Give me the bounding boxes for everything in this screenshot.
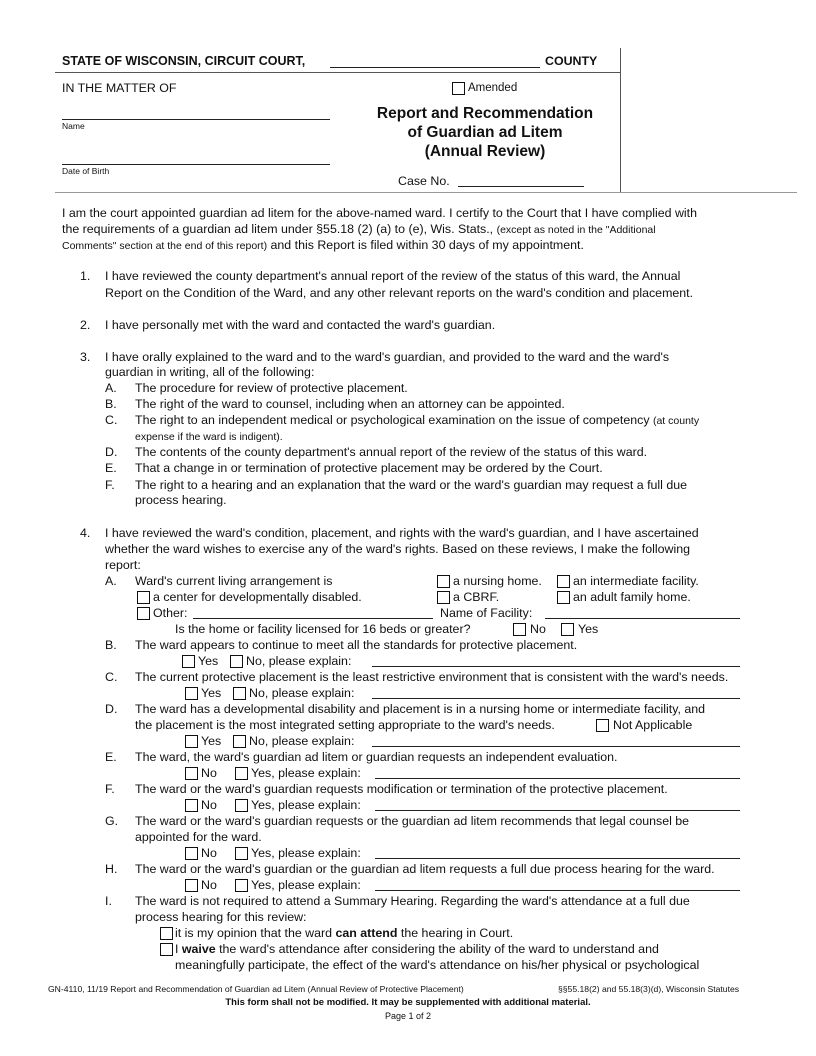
e-no-checkbox[interactable] [185, 767, 198, 780]
item-number: 3. [80, 350, 91, 364]
d-yes-checkbox[interactable] [185, 735, 198, 748]
sub-text: Ward's current living arrangement is [135, 574, 333, 588]
checkbox-label: a CBRF. [453, 590, 500, 604]
form-id: GN-4110, 11/19 Report and Recommendation of Guardian ad Litem (Annual Review of Protective Placement) [48, 984, 464, 994]
sub-text: The current protective placement is the least restrictive environment that is consistent with the ward's needs. [135, 670, 729, 684]
county-field[interactable] [330, 67, 540, 68]
adult-family-home-checkbox[interactable] [557, 591, 570, 604]
dob-label: Date of Birth [62, 166, 110, 176]
intro-text: the requirements of a guardian ad litem under §55.18 (2) (a) to (e), Wis. Stats., [62, 222, 497, 236]
checkbox-label: Yes [201, 686, 222, 700]
licensed-yes-checkbox[interactable] [561, 623, 574, 636]
checkbox-label: No [201, 878, 217, 892]
d-no-checkbox[interactable] [233, 735, 246, 748]
sub-text: process hearing. [135, 493, 227, 507]
sub-text [135, 412, 699, 429]
e-explain-field[interactable] [375, 778, 740, 779]
g-explain-field[interactable] [375, 858, 740, 859]
intro-text [62, 237, 584, 254]
text: can attend [335, 926, 398, 940]
sub-text: The ward or the ward's guardian requests or the guardian ad litem recommends that legal counsel be [135, 814, 690, 828]
intro-note: (except as noted in the "Additional [496, 224, 656, 236]
case-no-label: Case No. [398, 174, 450, 188]
item-text: I have reviewed the ward's condition, placement, and rights with the ward's guardian, and I have ascertained [105, 526, 699, 540]
d-explain-field[interactable] [372, 746, 740, 747]
amended-label: Amended [468, 82, 518, 94]
item-text: report: [105, 558, 141, 572]
county-label: COUNTY [545, 54, 598, 68]
b-no-checkbox[interactable] [230, 655, 243, 668]
checkbox-label: No [201, 798, 217, 812]
sub-letter: E. [105, 461, 117, 475]
checkbox-label: No [201, 846, 217, 860]
court-heading: STATE OF WISCONSIN, CIRCUIT COURT, [62, 54, 306, 68]
divider [55, 72, 620, 73]
f-yes-checkbox[interactable] [235, 799, 248, 812]
checkbox-label: No, please explain: [249, 686, 355, 700]
matter-label: IN THE MATTER OF [62, 81, 177, 95]
checkbox-label: Other: [153, 606, 188, 620]
item-text: guardian in writing, all of the following: [105, 365, 315, 379]
facility-label: Name of Facility: [440, 606, 533, 620]
sub-text: The right to an independent medical or psychological examination on the issue of competency [135, 413, 653, 427]
item-number: 1. [80, 269, 91, 283]
case-no-field[interactable] [458, 186, 584, 187]
sub-letter: H. [105, 862, 118, 876]
item-text: Report on the Condition of the Ward, and any other relevant reports on the ward's condition and placement. [105, 286, 694, 300]
sub-letter: E. [105, 750, 117, 764]
sub-letter: B. [105, 638, 117, 652]
intro-note: Comments" section at the end of this report) [62, 240, 268, 252]
sub-text: The ward or the ward's guardian or the guardian ad litem requests a full due process hearing for the ward. [135, 862, 715, 876]
f-no-checkbox[interactable] [185, 799, 198, 812]
sub-text: The right of the ward to counsel, including when an attorney can be appointed. [135, 397, 565, 411]
form-title: Report and Recommendation [376, 105, 594, 122]
item-text: I have reviewed the county department's annual report of the review of the status of this ward, the Annual [105, 269, 681, 283]
checkbox-label: a center for developmentally disabled. [153, 590, 362, 604]
sub-letter: D. [105, 702, 118, 716]
checkbox-label: No [530, 622, 546, 636]
text: it is my opinion that the ward [175, 926, 336, 940]
checkbox-label: Yes, please explain: [251, 846, 361, 860]
checkbox-label: No, please explain: [249, 734, 355, 748]
nursing-home-checkbox[interactable] [437, 575, 450, 588]
c-explain-field[interactable] [372, 698, 740, 699]
sub-text: process hearing for this review: [135, 910, 307, 924]
d-not-applicable-checkbox[interactable] [596, 719, 609, 732]
item-text: I have orally explained to the ward and to the ward's guardian, and provided to the ward and the ward's [105, 350, 670, 364]
sub-text: The ward appears to continue to meet all the standards for protective placement. [135, 638, 578, 652]
sub-letter: D. [105, 445, 118, 459]
sub-text: The right to a hearing and an explanation that the ward or the ward's guardian may request a full due [135, 478, 688, 492]
g-no-checkbox[interactable] [185, 847, 198, 860]
checkbox-label: Yes, please explain: [251, 766, 361, 780]
item-text: I have personally met with the ward and contacted the ward's guardian. [105, 318, 496, 332]
sub-note: expense if the ward is indigent). [135, 431, 283, 443]
sub-text: The procedure for review of protective placement. [135, 381, 408, 395]
sub-letter: A. [105, 381, 117, 395]
licensed-no-checkbox[interactable] [513, 623, 526, 636]
sub-letter: F. [105, 782, 115, 796]
sub-text: appointed for the ward. [135, 830, 262, 844]
c-no-checkbox[interactable] [233, 687, 246, 700]
other-checkbox[interactable] [137, 607, 150, 620]
sub-text: the placement is the most integrated setting appropriate to the ward's needs. [135, 718, 555, 732]
c-yes-checkbox[interactable] [185, 687, 198, 700]
sub-letter: A. [105, 574, 117, 588]
g-yes-checkbox[interactable] [235, 847, 248, 860]
divider [55, 192, 797, 193]
name-field[interactable] [62, 119, 330, 120]
sub-text: The contents of the county department's annual report of the review of the status of this ward. [135, 445, 648, 459]
checkbox-label: an adult family home. [573, 590, 691, 604]
sub-text: That a change in or termination of protective placement may be ordered by the Court. [135, 461, 603, 475]
sub-text: The ward is not required to attend a Summary Hearing. Regarding the ward's attendance at a full due [135, 894, 690, 908]
form-title: (Annual Review) [424, 143, 546, 160]
f-explain-field[interactable] [375, 810, 740, 811]
sub-letter: I. [105, 894, 112, 908]
sub-letter: C. [105, 413, 118, 427]
developmental-center-checkbox[interactable] [137, 591, 150, 604]
sub-text: The ward, the ward's guardian ad litem or guardian requests an independent evaluation. [135, 750, 618, 764]
intro-text [62, 221, 656, 238]
licensed-question: Is the home or facility licensed for 16 beds or greater? [175, 622, 471, 636]
e-yes-checkbox[interactable] [235, 767, 248, 780]
checkbox-label: Yes [578, 622, 599, 636]
checkbox-label: Yes [198, 654, 219, 668]
b-explain-field[interactable] [372, 666, 740, 667]
text: waive [181, 942, 216, 956]
text: I [175, 942, 182, 956]
intro-text: I am the court appointed guardian ad litem for the above-named ward. I certify to the Court that I have complied with [62, 206, 698, 220]
checkbox-label [175, 925, 513, 941]
checkbox-label: Yes, please explain: [251, 798, 361, 812]
checkbox-label: No, please explain: [246, 654, 352, 668]
h-explain-field[interactable] [375, 890, 740, 891]
waive-attendance-checkbox[interactable] [160, 943, 173, 956]
form-title: of Guardian ad Litem [407, 124, 563, 141]
name-label: Name [62, 121, 85, 131]
checkbox-label: a nursing home. [453, 574, 542, 588]
checkbox-label: an intermediate facility. [573, 574, 699, 588]
h-yes-checkbox[interactable] [235, 879, 248, 892]
page-number: Page 1 of 2 [384, 1011, 432, 1021]
sub-letter: B. [105, 397, 117, 411]
intermediate-facility-checkbox[interactable] [557, 575, 570, 588]
b-yes-checkbox[interactable] [182, 655, 195, 668]
checkbox-label [175, 941, 659, 957]
sub-letter: F. [105, 478, 115, 492]
item-number: 4. [80, 526, 91, 540]
text: the ward's attendance after considering the ability of the ward to understand and [215, 942, 659, 956]
checkbox-label: Yes, please explain: [251, 878, 361, 892]
h-no-checkbox[interactable] [185, 879, 198, 892]
can-attend-checkbox[interactable] [160, 927, 173, 940]
amended-checkbox[interactable] [452, 82, 465, 95]
statutes: §§55.18(2) and 55.18(3)(d), Wisconsin Statutes [558, 984, 740, 994]
sub-text: meaningfully participate, the effect of the ward's attendance on his/her physical or psychological [175, 958, 700, 972]
item-number: 2. [80, 318, 91, 332]
sub-note: (at county [652, 415, 700, 427]
other-field[interactable] [193, 618, 433, 619]
checkbox-label: No [201, 766, 217, 780]
intro-text: and this Report is filed within 30 days of my appointment. [267, 238, 584, 252]
sub-text: The ward or the ward's guardian requests modification or termination of the protective placement. [135, 782, 668, 796]
facility-field[interactable] [545, 618, 740, 619]
cbrf-checkbox[interactable] [437, 591, 450, 604]
text: the hearing in Court. [397, 926, 514, 940]
form-notice: This form shall not be modified. It may be supplemented with additional material. [225, 997, 591, 1008]
sub-text: The ward has a developmental disability and placement is in a nursing home or intermediate facility, and [135, 702, 706, 716]
sub-letter: G. [105, 814, 119, 828]
checkbox-label: Yes [201, 734, 222, 748]
item-text: whether the ward wishes to exercise any of the ward's rights. Based on these reviews, I make the following [105, 542, 691, 556]
checkbox-label: Not Applicable [613, 718, 693, 732]
sub-letter: C. [105, 670, 118, 684]
